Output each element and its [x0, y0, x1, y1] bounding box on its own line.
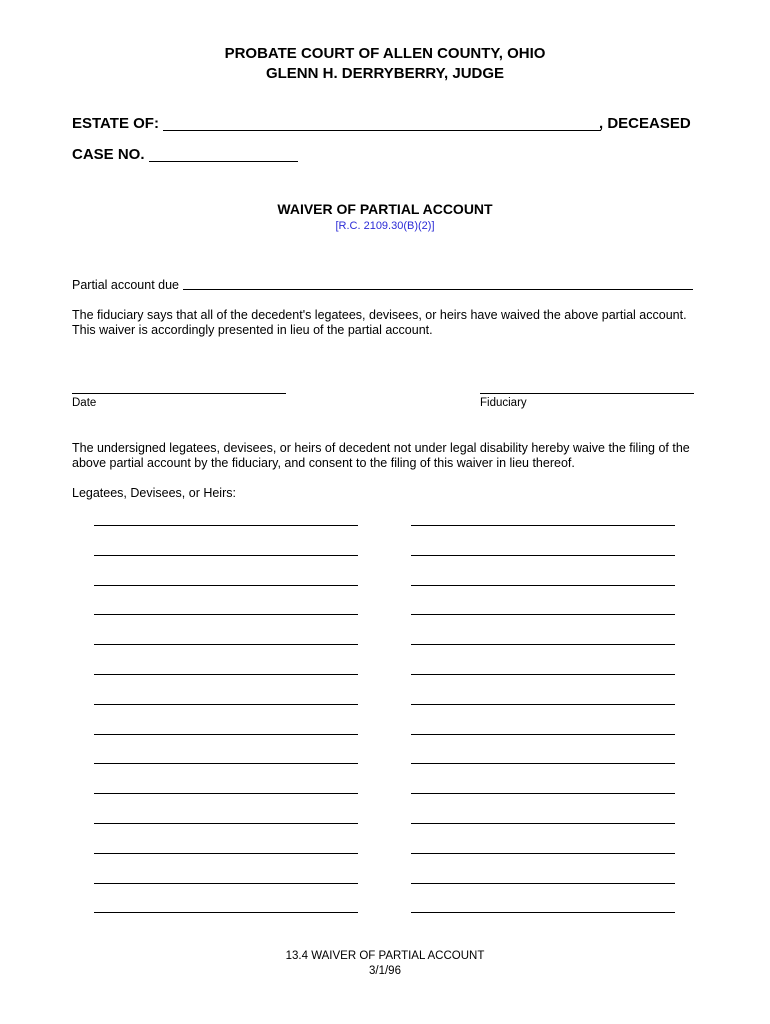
heir-signature-line[interactable]: [94, 644, 358, 645]
heir-signature-line[interactable]: [94, 555, 358, 556]
heir-signature-line[interactable]: [411, 793, 675, 794]
heir-signature-line[interactable]: [94, 704, 358, 705]
heir-signature-line[interactable]: [411, 912, 675, 913]
consent-statement-line-2: above partial account by the fiduciary, and consent to the filing of this waiver in lieu thereof.: [72, 456, 575, 470]
date-label: Date: [72, 397, 97, 409]
heir-signature-line[interactable]: [411, 674, 675, 675]
fiduciary-signature-line[interactable]: [480, 393, 694, 394]
form-title: WAIVER OF PARTIAL ACCOUNT: [277, 201, 493, 217]
judge-name: GLENN H. DERRYBERRY, JUDGE: [265, 65, 505, 82]
date-signature-line[interactable]: [72, 393, 286, 394]
fiduciary-statement-line-1: The fiduciary says that all of the decedent's legatees, devisees, or heirs have waived the above partial account.: [72, 308, 687, 322]
heir-signature-line[interactable]: [94, 912, 358, 913]
heir-signature-line[interactable]: [411, 734, 675, 735]
heir-signature-line[interactable]: [94, 585, 358, 586]
consent-statement-line-1: The undersigned legatees, devisees, or heirs of decedent not under legal disability hereby waive the filing of the: [72, 441, 690, 455]
heir-signature-line[interactable]: [94, 674, 358, 675]
heir-signature-line[interactable]: [94, 525, 358, 526]
partial-account-label: Partial account due: [72, 278, 180, 292]
heir-signature-line[interactable]: [411, 525, 675, 526]
deceased-label: , DECEASED: [599, 115, 691, 132]
heir-signature-line[interactable]: [411, 585, 675, 586]
heir-signature-line[interactable]: [411, 763, 675, 764]
statute-reference: [R.C. 2109.30(B)(2)]: [335, 220, 435, 232]
heir-signature-line[interactable]: [411, 644, 675, 645]
heir-signature-line[interactable]: [411, 704, 675, 705]
case-number-field[interactable]: [149, 161, 298, 162]
heir-signature-line[interactable]: [411, 853, 675, 854]
heir-signature-line[interactable]: [411, 883, 675, 884]
heir-signature-line[interactable]: [94, 823, 358, 824]
form-number: 13.4 WAIVER OF PARTIAL ACCOUNT: [285, 950, 485, 962]
heir-signature-line[interactable]: [94, 763, 358, 764]
fiduciary-statement-line-2: This waiver is accordingly presented in lieu of the partial account.: [72, 323, 433, 337]
partial-account-field[interactable]: [183, 289, 693, 290]
heir-signature-line[interactable]: [411, 555, 675, 556]
heirs-label: Legatees, Devisees, or Heirs:: [72, 486, 236, 500]
court-name: PROBATE COURT OF ALLEN COUNTY, OHIO: [224, 45, 546, 62]
case-number-label: CASE NO.: [72, 146, 145, 163]
heir-signature-line[interactable]: [94, 793, 358, 794]
heir-signature-line[interactable]: [411, 614, 675, 615]
form-revision-date: 3/1/96: [369, 965, 401, 977]
heir-signature-line[interactable]: [94, 734, 358, 735]
heir-signature-line[interactable]: [94, 614, 358, 615]
heir-signature-line[interactable]: [411, 823, 675, 824]
heir-signature-line[interactable]: [94, 883, 358, 884]
estate-label: ESTATE OF:: [72, 115, 159, 132]
estate-name-field[interactable]: [163, 130, 601, 131]
heir-signature-line[interactable]: [94, 853, 358, 854]
fiduciary-label: Fiduciary: [480, 397, 527, 409]
